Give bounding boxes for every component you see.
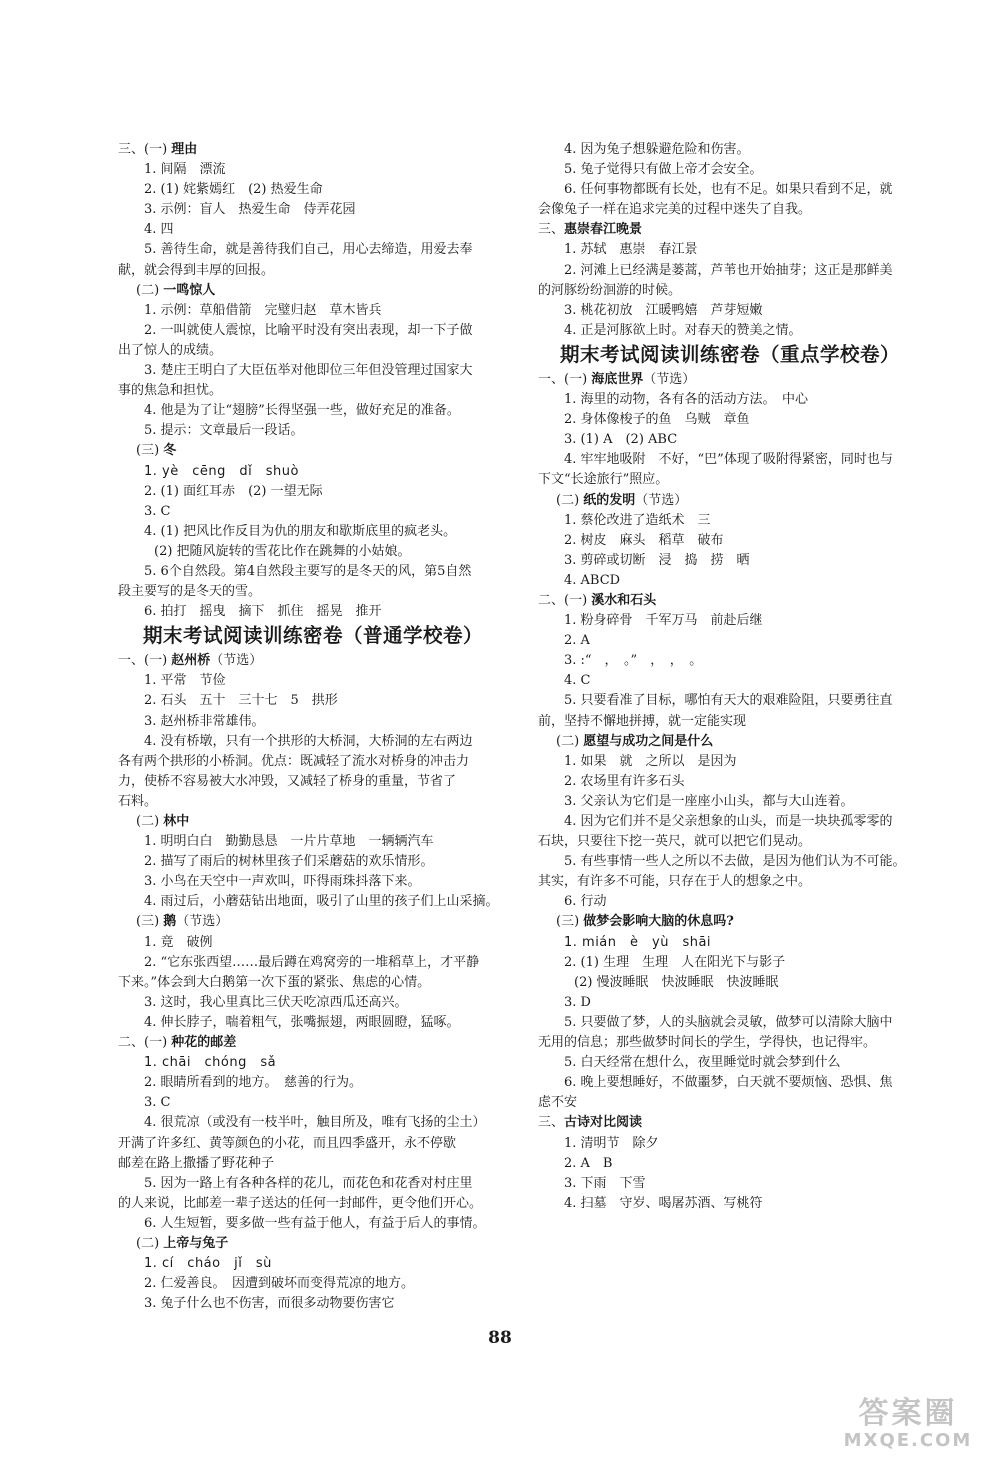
question-number: 一、(一) — [118, 653, 172, 669]
answer-line: 3. 兔子什么也不伤害，而很多动物要伤害它 — [144, 1296, 395, 1312]
answer-line: 4. 因为它们并不是父亲想象的山头，而是一块块孤零零的 — [564, 814, 893, 829]
question-heading — [538, 220, 922, 240]
answer-line: 4. 四 — [144, 222, 174, 238]
answer-line: 3. 这时，我心里真比三伏天吃凉西瓜还高兴。 — [144, 994, 408, 1010]
answer-line: 3. 小鸟在天空中一声欢叫，吓得雨珠抖落下来。 — [144, 874, 421, 890]
question-number: (三) — [136, 914, 164, 930]
question-number: (二) — [136, 1235, 164, 1251]
answer-line: 5. 只要看准了目标，哪怕有天大的艰难险阻，只要勇往直 — [564, 693, 893, 709]
answer-line: 3. C — [144, 503, 171, 519]
answer-line: 3. 赵州桥非常雄伟。 — [144, 713, 265, 729]
passage-title: 愿望与成功之间是什么 — [583, 733, 714, 749]
answer-line: 5. 提示：文章最后一段话。 — [144, 423, 304, 439]
answer-line: 3. 示例：盲人 热爱生命 侍弄花园 — [144, 202, 356, 218]
answer-line: 1. 如果 就 之所以 是因为 — [564, 753, 737, 769]
question-heading — [118, 1234, 508, 1254]
answer-line: 3. 剪碎或切断 浸 捣 捞 晒 — [564, 552, 750, 568]
question-number: (三) — [136, 443, 164, 459]
answer-line: (2) 慢波睡眠 快波睡眠 快波睡眠 — [574, 974, 779, 990]
watermark-url: MXQE.COM — [843, 1430, 973, 1451]
answer-line-continued: 段主要写的是冬天的雪。 — [118, 584, 262, 600]
question-heading — [538, 732, 922, 752]
answer-line: 2. “它东张西望……最后蹲在鸡窝旁的一堆稻草上，才平静 — [144, 954, 480, 970]
answer-line: 4. 很荒凉（或没有一枝半叶，触目所及，唯有飞扬的尘土） — [144, 1115, 486, 1131]
answer-line: 4. 雨过后，小蘑菇钻出地面，吸引了山里的孩子们上山采摘。 — [144, 894, 499, 910]
answer-line: 1. cí cháo jǐ sù — [144, 1256, 272, 1272]
question-heading — [118, 912, 508, 932]
passage-title: 理由 — [171, 142, 198, 157]
answer-line: 4. 扫墓 守岁、喝屠苏酒、写桃符 — [564, 1195, 763, 1211]
answer-line: 5. 白天经常在想什么，夜里睡觉时就会梦到什么 — [564, 1055, 841, 1071]
answer-line: 3. 桃花初放 江暖鸭嬉 芦芽短嫩 — [564, 302, 763, 318]
answer-line: 4. C — [564, 673, 591, 689]
passage-note: （节选） — [635, 492, 688, 508]
answer-line: 1. chāi chóng sǎ — [144, 1055, 277, 1071]
passage-title: 纸的发明 — [583, 492, 636, 508]
answer-line: 2. 一叫就使人震惊，比喻平时没有突出表现，却一下子做 — [144, 322, 473, 338]
question-heading — [118, 140, 508, 160]
question-number: 三、 — [538, 1115, 565, 1131]
answer-line-continued: 下来。”体会到大白鹅第一次下蛋的紧张、焦虑的心情。 — [118, 974, 431, 990]
answer-line: 1. 蔡伦改进了造纸术 三 — [564, 512, 711, 528]
question-heading — [538, 1113, 922, 1133]
answer-line-continued: 的人来说，比邮差一辈子送达的任何一封邮件，更令他们开心。 — [118, 1195, 483, 1211]
passage-title: 古诗对比阅读 — [564, 1115, 643, 1131]
answer-line: 3. 父亲认为它们是一座座小山头，都与大山连着。 — [564, 793, 854, 809]
answer-line-continued: 会像兔子一样在追求完美的过程中迷失了自我。 — [538, 202, 812, 218]
answer-line-continued: 石块，只要往下挖一英尺，就可以把它们晃动。 — [538, 834, 812, 850]
answer-line: 3. :“ ， 。” ， ， 。 — [564, 653, 703, 669]
passage-note: （节选） — [176, 914, 229, 930]
answer-line: 4. 没有桥墩，只有一个拱形的大桥洞，大桥洞的左右两边 — [144, 733, 473, 749]
question-heading — [118, 281, 508, 301]
answer-line: 3. C — [144, 1095, 171, 1111]
answer-line: 2. 仁爱善良。 因遭到破坏而变得荒凉的地方。 — [144, 1276, 415, 1292]
question-number: 一、(一) — [538, 371, 592, 387]
answer-line: 1. 粉身碎骨 千军万马 前赴后继 — [564, 613, 763, 629]
passage-title: 海底世界 — [591, 371, 644, 387]
answer-line: 5. 因为一路上有各种各样的花儿，而花色和花香对村庄里 — [144, 1175, 473, 1191]
watermark-text: 答案圈 — [858, 1396, 958, 1431]
answer-line: 1. 示例：草船借箭 完璧归赵 草木皆兵 — [144, 302, 382, 318]
answer-line-continued: 事的焦急和担忧。 — [118, 383, 223, 399]
answer-line: 1. 平常 节俭 — [144, 673, 226, 689]
answer-line: 2. 眼睛所看到的地方。 慈善的行为。 — [144, 1075, 363, 1091]
question-heading — [118, 651, 508, 671]
answer-line: 4. 因为兔子想躲避危险和伤害。 — [564, 142, 750, 157]
page-number: 88 — [488, 1328, 512, 1348]
answer-line: 6. 人生短暂，要多做一些有益于他人，有益于后人的事情。 — [144, 1215, 486, 1231]
answer-line: 4. 牢牢地吸附 不好，“巴”体现了吸附得紧密，同时也与 — [564, 452, 893, 468]
answer-line-continued: 下文“长途旅行”照应。 — [538, 472, 669, 488]
answer-line: 4. 他是为了让“翅膀”长得坚强一些，做好充足的准备。 — [144, 403, 460, 419]
answer-line: 2. 农场里有许多石头 — [564, 773, 685, 789]
answer-line: 1. 竟 破例 — [144, 934, 213, 950]
question-number: (三) — [556, 914, 584, 930]
answer-line: 3. 楚庄王明白了大臣伍举对他即位三年但没管理过国家大 — [144, 363, 473, 379]
answer-line: 1. 苏轼 惠崇 春江景 — [564, 242, 698, 258]
question-number: 三、 — [538, 222, 565, 238]
answer-line: 3. (1) A (2) ABC — [564, 432, 678, 448]
answer-line-continued: 的河豚纷纷洄游的时候。 — [538, 282, 682, 298]
answer-line: 4. 伸长脖子，喘着粗气，张嘴振翅，两眼圆瞪，猛啄。 — [144, 1014, 460, 1030]
passage-note: （节选） — [643, 371, 696, 387]
answer-line: 5. 兔子觉得只有做上帝才会安全。 — [564, 162, 763, 178]
question-heading — [538, 591, 922, 611]
left-column — [118, 140, 508, 1314]
answer-line: 5. 善待生命，就是善待我们自己，用心去缔造，用爱去奉 — [144, 242, 473, 258]
answer-line: 2. 身体像梭子的鱼 乌贼 章鱼 — [564, 412, 750, 428]
passage-title: 种花的邮差 — [171, 1035, 237, 1051]
answer-line: 1. 明明白白 勤勤恳恳 一片片草地 一辆辆汽车 — [144, 834, 434, 850]
answer-line: 6. 拍打 摇曳 摘下 抓住 摇晃 推开 — [144, 604, 382, 620]
passage-title: 鹅 — [163, 914, 177, 930]
watermark-logo — [822, 1397, 994, 1457]
answer-line-continued: 献，就会得到丰厚的回报。 — [118, 262, 275, 278]
answer-line: 1. 清明节 除夕 — [564, 1135, 659, 1151]
answer-line-continued: 各有两个拱形的小桥洞。优点：既减轻了流水对桥身的冲击力 — [118, 753, 470, 769]
answer-line: 4. (1) 把风比作反目为仇的朋友和歇斯底里的疯老头。 — [144, 523, 457, 539]
answer-line: 1. 间隔 漂流 — [144, 162, 226, 178]
answer-line: 5. 只要做了梦，人的头脑就会灵敏，做梦可以清除大脑中 — [564, 1014, 893, 1030]
answer-line-continued: 前，坚持不懈地拼搏，就一定能实现 — [538, 713, 747, 729]
answer-line: 1. mián è yù shāi — [564, 934, 712, 950]
question-heading — [118, 1033, 508, 1053]
question-number: 二、(一) — [118, 1035, 172, 1051]
question-heading — [118, 812, 508, 832]
answer-line: 2. A B — [564, 1155, 613, 1171]
answer-line: 5. 有些事情一些人之所以不去做，是因为他们认为不可能。 — [564, 854, 906, 870]
answer-line-continued: 无用的信息；那些做梦时间长的学生，学得快，也记得牢。 — [538, 1035, 877, 1051]
answer-line: 2. A — [564, 633, 590, 649]
answer-line: 5. 6个自然段。第4自然段主要写的是冬天的风，第5自然 — [144, 563, 472, 579]
question-heading — [538, 370, 922, 390]
question-number: 二、(一) — [538, 592, 592, 608]
passage-title: 林中 — [163, 814, 190, 829]
answer-line: 6. 晚上要想睡好，不做噩梦，白天就不要烦恼、恐惧、焦 — [564, 1075, 893, 1091]
question-number: (二) — [136, 814, 164, 829]
answer-line-continued: 邮差在路上撒播了野花种子 — [118, 1155, 275, 1171]
answer-line: 2. 石头 五十 三十七 5 拱形 — [144, 693, 338, 709]
question-heading — [118, 441, 508, 461]
answer-line-continued: 出了惊人的成绩。 — [118, 342, 223, 358]
passage-title: 冬 — [163, 443, 177, 459]
section-title: 期末考试阅读训练密卷（重点学校卷） — [559, 342, 900, 366]
answer-line-continued: 开满了许多红、黄等颜色的小花，而且四季盛开，永不停歇 — [118, 1135, 457, 1151]
question-number: (二) — [556, 492, 584, 508]
passage-title: 赵州桥 — [171, 653, 211, 669]
answer-line: 2. (1) 生理 生理 人在阳光下与影子 — [564, 954, 786, 970]
answer-line: 1. 海里的动物，各有各的活动方法。 中心 — [564, 392, 809, 408]
answer-line: (2) 把随风旋转的雪花比作在跳舞的小姑娘。 — [154, 543, 411, 559]
right-column — [538, 140, 922, 1214]
answer-line: 2. 河滩上已经满是蒌蒿，芦苇也开始抽芽；这正是那鲜美 — [564, 262, 893, 278]
answer-line: 3. 下雨 下雪 — [564, 1175, 646, 1191]
answer-line: 4. 正是河豚欲上时。对春天的赞美之情。 — [564, 322, 802, 338]
passage-title: 惠崇春江晚景 — [564, 222, 643, 238]
answer-line: 4. ABCD — [564, 572, 621, 588]
passage-title: 一鸣惊人 — [163, 282, 216, 298]
question-heading — [538, 491, 922, 511]
answer-line: 2. (1) 姹紫嫣红 (2) 热爱生命 — [144, 182, 323, 198]
answer-line: 1. yè cēng dǐ shuò — [144, 463, 299, 479]
passage-title: 溪水和石头 — [591, 592, 657, 608]
passage-title: 上帝与兔子 — [163, 1235, 229, 1251]
question-number: (二) — [136, 282, 164, 298]
answer-line: 3. D — [564, 994, 591, 1010]
answer-line-continued: 力，使桥不容易被大水冲毁，又减轻了桥身的重量，节省了 — [118, 773, 457, 789]
section-title: 期末考试阅读训练密卷（普通学校卷） — [142, 624, 483, 648]
passage-note: （节选） — [210, 653, 263, 669]
answer-line-continued: 石料。 — [118, 793, 158, 809]
answer-line: 2. (1) 面红耳赤 (2) 一望无际 — [144, 483, 323, 499]
answer-line: 6. 行动 — [564, 894, 607, 910]
answer-line: 2. 描写了雨后的树林里孩子们采蘑菇的欢乐情形。 — [144, 854, 434, 870]
answer-line-continued: 其实，有许多不可能，只存在于人的想象之中。 — [538, 874, 812, 890]
answer-line: 2. 树皮 麻头 稻草 破布 — [564, 532, 724, 548]
question-heading — [538, 912, 922, 932]
answer-line-continued: 虑不安 — [538, 1095, 578, 1111]
question-number: (二) — [556, 733, 584, 749]
question-number: 三、(一) — [118, 142, 172, 157]
passage-title: 做梦会影响大脑的休息吗? — [583, 914, 734, 930]
answer-line: 6. 任何事物都既有长处，也有不足。如果只看到不足，就 — [564, 182, 893, 198]
